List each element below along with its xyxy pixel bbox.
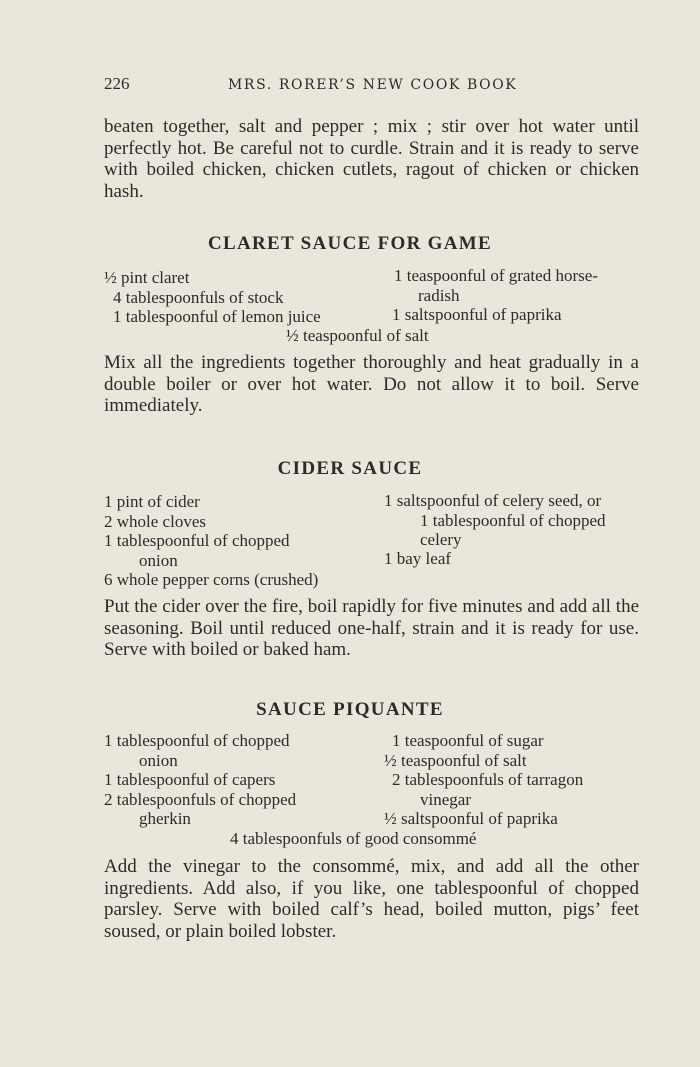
ingredient: ½ pint claret — [104, 268, 190, 287]
ingredient: 1 saltspoonful of paprika — [392, 305, 562, 324]
ingredient: ½ teaspoonful of salt — [384, 751, 527, 770]
ingredient: 6 whole pepper corns (crushed) — [104, 570, 319, 589]
recipe-method: Add the vinegar to the consommé, mix, and add all the other ingredients. Add also, if you like, one tablespoonful of chopped parsley. Serve with boiled calf’s head, boiled mutton, pigs’ feet soused, or plain boiled lobster. — [104, 856, 639, 942]
recipe-title-cider-sauce: CIDER SAUCE — [277, 458, 423, 479]
recipe-method: Mix all the ingredients together thoroughly and heat gradually in a double boiler or over hot water. Do not allow it to boil. Serve immediately. — [104, 352, 639, 416]
ingredient: 4 tablespoonfuls of stock — [113, 288, 284, 307]
ingredient: 4 tablespoonfuls of good consommé — [230, 829, 477, 848]
ingredient: 2 whole cloves — [104, 512, 206, 531]
ingredient: celery — [420, 530, 462, 549]
ingredient: 1 saltspoonful of celery seed, or — [384, 491, 602, 510]
ingredient: 1 tablespoonful of chopped — [104, 531, 290, 550]
ingredient: onion — [139, 551, 178, 570]
ingredient: 1 tablespoonful of chopped — [420, 511, 606, 530]
ingredient: 1 tablespoonful of chopped — [104, 731, 290, 750]
intro-paragraph: beaten together, salt and pepper ; mix ; stir over hot water until perfectly hot. Be careful not to curdle. Strain and it is ready to serve with boiled chicken, chicken cutlets, ragout of chicken or chicken hash. — [104, 116, 639, 202]
ingredient: vinegar — [420, 790, 471, 809]
ingredient: 1 tablespoonful of lemon juice — [113, 307, 321, 326]
running-title: MRS. RORER’S NEW COOK BOOK — [228, 77, 518, 93]
ingredient: ½ saltspoonful of paprika — [384, 809, 558, 828]
ingredient: ½ teaspoonful of salt — [286, 326, 429, 345]
page-number: 226 — [104, 74, 130, 93]
recipe-method: Put the cider over the fire, boil rapidly for five minutes and add all the seasoning. Boil until reduced one-half, strain and it is ready for use. Serve with boiled or baked ham. — [104, 596, 639, 660]
ingredient: 1 bay leaf — [384, 549, 452, 568]
ingredient: 1 teaspoonful of grated horse- — [394, 266, 598, 285]
ingredient: 2 tablespoonfuls of chopped — [104, 790, 297, 809]
page-header — [104, 74, 644, 102]
recipe-title-claret-sauce: CLARET SAUCE FOR GAME — [207, 233, 492, 254]
ingredient: 2 tablespoonfuls of tarragon — [392, 770, 584, 789]
ingredient: 1 pint of cider — [104, 492, 200, 511]
ingredient: gherkin — [139, 809, 191, 828]
ingredient: onion — [139, 751, 178, 770]
ingredient: 1 teaspoonful of sugar — [392, 731, 544, 750]
recipe-title-sauce-piquante: SAUCE PIQUANTE — [256, 699, 444, 720]
ingredient: radish — [418, 286, 460, 305]
ingredient: 1 tablespoonful of capers — [104, 770, 276, 789]
